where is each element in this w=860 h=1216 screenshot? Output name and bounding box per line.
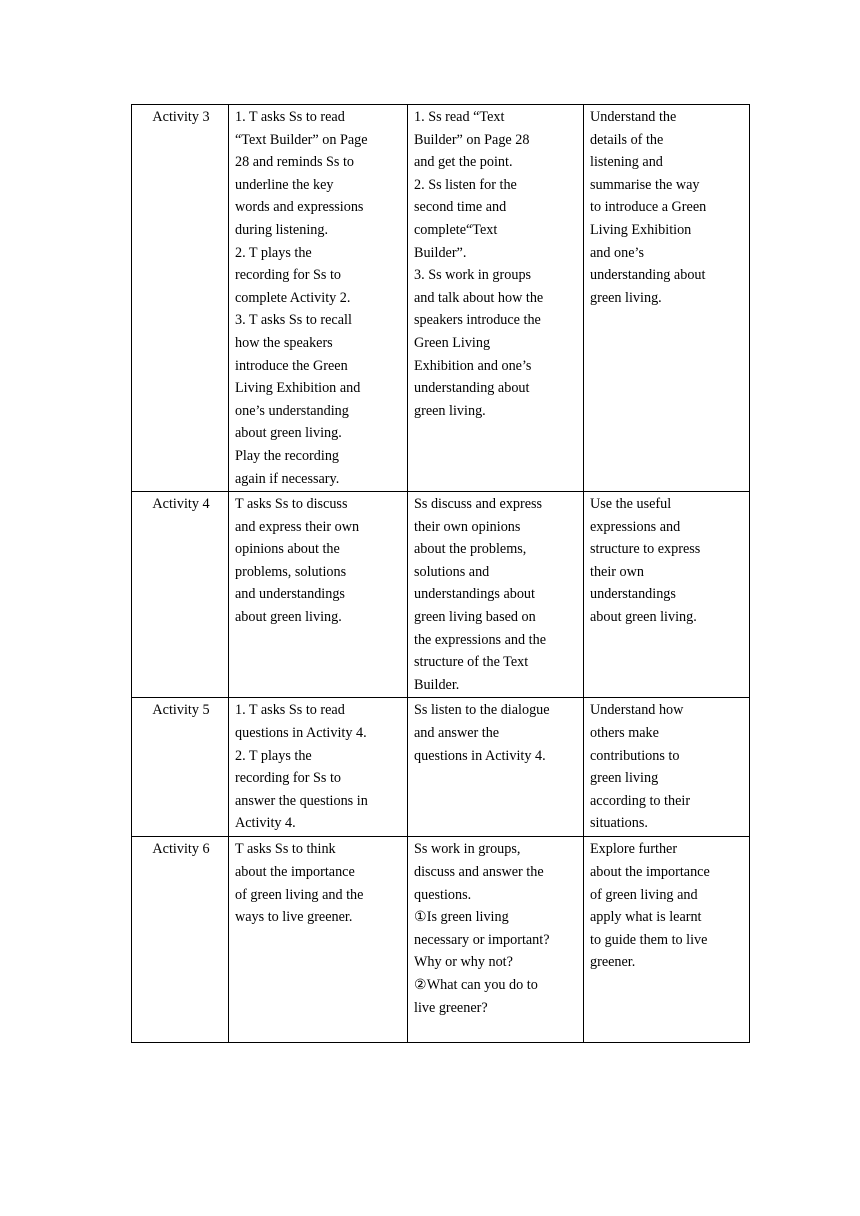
activity-label: Activity 5 [152, 702, 210, 719]
cell-text-line: 1. T asks Ss to read [235, 702, 345, 719]
cell-text-line: 2. Ss listen for the [414, 176, 517, 193]
cell-text-line: Builder. [414, 676, 460, 693]
cell-text-line: greener. [590, 954, 636, 971]
cell-text-line: green living. [414, 402, 486, 419]
cell-text-line: complete“Text [414, 221, 498, 238]
cell-text-line: Builder” on Page 28 [414, 131, 530, 148]
table-row [132, 492, 750, 698]
cell-text-line: Exhibition and one’s [414, 357, 532, 374]
purpose-cell [584, 492, 750, 698]
cell-text-line: understandings about [414, 586, 535, 603]
cell-text-line: 28 and reminds Ss to [235, 154, 355, 171]
cell-text-line: summarise the way [590, 176, 700, 193]
cell-text-line: 1. T asks Ss to read [235, 109, 345, 125]
cell-text-line: opinions about the [235, 541, 340, 558]
cell-text-line: Understand the [590, 109, 677, 125]
cell-text-line: and answer the [414, 725, 500, 742]
cell-text-line: Green Living [414, 334, 491, 351]
cell-text-line: speakers introduce the [414, 312, 541, 329]
cell-text-line: ways to live greener. [235, 909, 353, 926]
cell-text-line: understanding about [414, 380, 530, 397]
cell-text-line: green living [590, 770, 659, 787]
cell-text-line: one’s understanding [235, 402, 349, 419]
cell-text-line: 1. Ss read “Text [414, 109, 505, 125]
cell-text-line: details of the [590, 131, 664, 148]
cell-text-line: again if necessary. [235, 470, 340, 487]
cell-text-line: Activity 4. [235, 815, 296, 832]
cell-text-line: their own [590, 563, 644, 580]
cell-text-line: the expressions and the [414, 631, 546, 648]
cell-text-line: contributions to [590, 747, 680, 764]
cell-text-line: structure of the Text [414, 654, 529, 671]
cell-text-line: listening and [590, 154, 663, 171]
activity-label: Activity 3 [152, 109, 210, 125]
cell-text-line: words and expressions [235, 199, 364, 216]
cell-text-line: about the importance [235, 864, 355, 881]
cell-text-line: and understandings [235, 586, 345, 603]
cell-text-line: questions in Activity 4. [235, 725, 367, 742]
cell-text-line: Ss listen to the dialogue [414, 702, 550, 719]
cell-text-line: solutions and [414, 563, 490, 580]
student-activity-cell [408, 492, 584, 698]
student-activity-cell [408, 105, 584, 492]
cell-text-line: recording for Ss to [235, 770, 341, 787]
cell-text-line: Explore further [590, 841, 678, 858]
cell-text-line: structure to express [590, 541, 701, 558]
cell-text-line: to introduce a Green [590, 199, 707, 216]
cell-text-line: underline the key [235, 176, 334, 193]
cell-text-line: questions. [414, 886, 472, 903]
cell-text-line: 3. Ss work in groups [414, 267, 532, 284]
purpose-cell [584, 837, 750, 1043]
cell-text-line: necessary or important? [414, 931, 550, 948]
activity-cell [132, 105, 229, 492]
teacher-activity-cell [229, 492, 408, 698]
cell-text-line: green living. [590, 289, 662, 306]
cell-text-line: ①Is green living [414, 909, 509, 926]
activity-cell [132, 492, 229, 698]
cell-text-line: 3. T asks Ss to recall [235, 312, 352, 329]
cell-text-line: 2. T plays the [235, 244, 312, 261]
activity-label: Activity 6 [152, 841, 210, 858]
activity-cell [132, 698, 229, 837]
cell-text-line: how the speakers [235, 334, 333, 351]
cell-text-line: T asks Ss to discuss [235, 496, 348, 513]
cell-text-line: Understand how [590, 702, 684, 719]
purpose-cell [584, 698, 750, 837]
cell-text-line: about the problems, [414, 541, 527, 558]
cell-text-line: 2. T plays the [235, 747, 312, 764]
cell-text-line: live greener? [414, 999, 488, 1016]
teacher-activity-cell [229, 698, 408, 837]
cell-text-line: Why or why not? [414, 954, 513, 971]
cell-text-line: about green living. [590, 609, 697, 626]
cell-text-line: ②What can you do to [414, 977, 538, 993]
cell-text-line: Ss work in groups, [414, 841, 521, 858]
cell-text-line: according to their [590, 792, 691, 809]
cell-text-line: second time and [414, 199, 507, 216]
table-row [132, 837, 750, 1043]
table-row [132, 698, 750, 837]
cell-text-line: Ss discuss and express [414, 496, 543, 513]
student-activity-cell [408, 698, 584, 837]
cell-text-line: about green living. [235, 425, 342, 442]
cell-text-line: and talk about how the [414, 289, 544, 306]
lesson-plan-table [131, 104, 750, 1043]
cell-text-line: Living Exhibition [590, 221, 692, 238]
cell-text-line: situations. [590, 815, 648, 832]
cell-text-line: introduce the Green [235, 357, 348, 374]
cell-text-line: questions in Activity 4. [414, 747, 546, 764]
cell-text-line: answer the questions in [235, 792, 368, 809]
cell-text-line: Play the recording [235, 447, 340, 464]
cell-text-line: and get the point. [414, 154, 513, 171]
cell-text-line: discuss and answer the [414, 864, 544, 881]
teacher-activity-cell [229, 837, 408, 1043]
cell-text-line: Builder”. [414, 244, 467, 261]
cell-text-line: “Text Builder” on Page [235, 131, 368, 148]
cell-text-line: their own opinions [414, 518, 521, 535]
student-activity-cell [408, 837, 584, 1043]
cell-text-line: complete Activity 2. [235, 289, 351, 306]
cell-text-line: to guide them to live [590, 931, 708, 948]
activity-cell [132, 837, 229, 1043]
cell-text-line: during listening. [235, 221, 329, 238]
cell-text-line: of green living and [590, 886, 698, 903]
teacher-activity-cell [229, 105, 408, 492]
cell-text-line: expressions and [590, 518, 681, 535]
cell-text-line: about the importance [590, 864, 710, 881]
cell-text-line: and express their own [235, 518, 360, 535]
cell-text-line: of green living and the [235, 886, 364, 903]
cell-text-line: Living Exhibition and [235, 380, 361, 397]
cell-text-line: Use the useful [590, 496, 672, 513]
cell-text-line: T asks Ss to think [235, 841, 336, 858]
cell-text-line: understanding about [590, 267, 706, 284]
cell-text-line: understandings [590, 586, 676, 603]
cell-text-line: and one’s [590, 244, 644, 261]
table-row [132, 105, 750, 492]
cell-text-line: problems, solutions [235, 563, 347, 580]
purpose-cell [584, 105, 750, 492]
cell-text-line: green living based on [414, 609, 536, 626]
cell-text-line: apply what is learnt [590, 909, 702, 926]
cell-text-line: about green living. [235, 609, 342, 626]
cell-text-line: others make [590, 725, 659, 742]
cell-text-line: recording for Ss to [235, 267, 341, 284]
activity-label: Activity 4 [152, 496, 210, 513]
